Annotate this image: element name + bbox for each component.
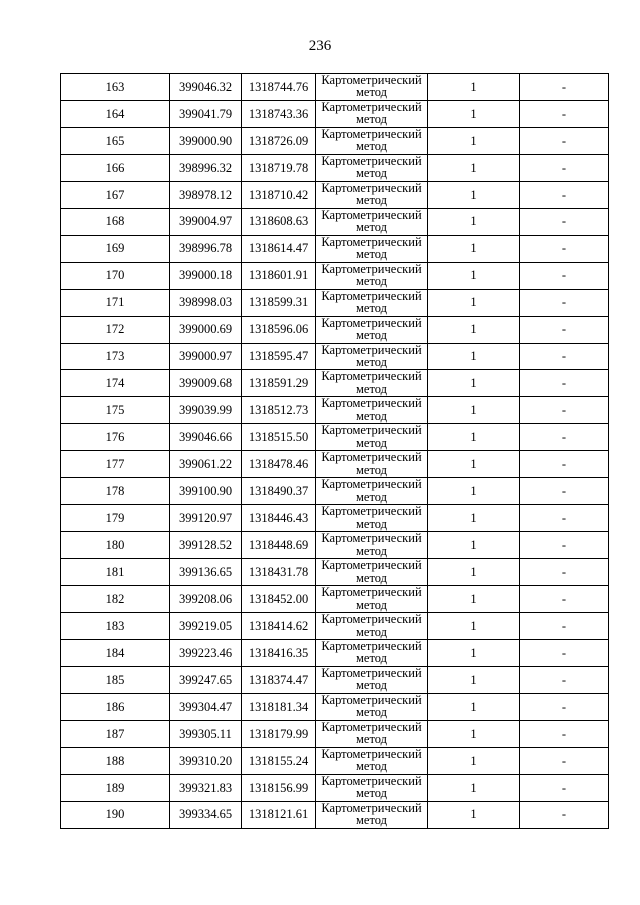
coord-x-cell: 399304.47	[170, 693, 242, 720]
method-line-2: метод	[355, 813, 387, 828]
method-line-2: метод	[355, 139, 387, 154]
count-cell: 1	[428, 235, 520, 262]
table-row	[61, 370, 609, 397]
method-line-2: метод	[355, 166, 387, 181]
table-row	[61, 532, 609, 559]
extra-cell: -	[520, 451, 609, 478]
method-cell	[316, 586, 428, 613]
count-cell: 1	[428, 100, 520, 127]
coord-x-cell: 399000.90	[170, 127, 242, 154]
coord-x-cell: 399334.65	[170, 801, 242, 828]
point-number-cell: 178	[61, 478, 170, 505]
coord-x-cell: 399046.32	[170, 74, 242, 101]
point-number-cell: 177	[61, 451, 170, 478]
extra-cell: -	[520, 424, 609, 451]
method-cell	[316, 397, 428, 424]
coord-y-cell: 1318743.36	[242, 100, 316, 127]
point-number-cell: 176	[61, 424, 170, 451]
table-row	[61, 478, 609, 505]
coord-x-cell: 398996.78	[170, 235, 242, 262]
method-line-2: метод	[355, 624, 387, 639]
coordinates-table-body	[61, 74, 609, 829]
table-row	[61, 666, 609, 693]
table-row	[61, 747, 609, 774]
point-number-cell: 180	[61, 532, 170, 559]
method-line-1: Картометрический	[321, 343, 422, 357]
point-number-cell: 189	[61, 774, 170, 801]
extra-cell: -	[520, 747, 609, 774]
extra-cell: -	[520, 74, 609, 101]
extra-cell: -	[520, 235, 609, 262]
count-cell: 1	[428, 262, 520, 289]
count-cell: 1	[428, 774, 520, 801]
method-line-2: метод	[355, 462, 387, 477]
method-line-2: метод	[355, 220, 387, 235]
method-line-1: Картометрический	[321, 235, 422, 249]
method-line-1: Картометрический	[321, 801, 422, 815]
extra-cell: -	[520, 801, 609, 828]
count-cell: 1	[428, 370, 520, 397]
count-cell: 1	[428, 801, 520, 828]
coord-y-cell: 1318448.69	[242, 532, 316, 559]
coord-y-cell: 1318156.99	[242, 774, 316, 801]
method-line-2: метод	[355, 732, 387, 747]
method-line-2: метод	[355, 570, 387, 585]
extra-cell: -	[520, 208, 609, 235]
coord-x-cell: 399004.97	[170, 208, 242, 235]
coord-y-cell: 1318179.99	[242, 720, 316, 747]
coordinates-table	[60, 73, 609, 829]
point-number-cell: 167	[61, 181, 170, 208]
count-cell: 1	[428, 586, 520, 613]
point-number-cell: 173	[61, 343, 170, 370]
coord-x-cell: 399128.52	[170, 532, 242, 559]
count-cell: 1	[428, 208, 520, 235]
table-row	[61, 397, 609, 424]
method-line-1: Картометрический	[321, 639, 422, 653]
coord-y-cell: 1318374.47	[242, 666, 316, 693]
extra-cell: -	[520, 343, 609, 370]
extra-cell: -	[520, 613, 609, 640]
coord-y-cell: 1318414.62	[242, 613, 316, 640]
coord-x-cell: 399305.11	[170, 720, 242, 747]
count-cell: 1	[428, 747, 520, 774]
method-cell	[316, 208, 428, 235]
coord-y-cell: 1318595.47	[242, 343, 316, 370]
method-cell	[316, 801, 428, 828]
count-cell: 1	[428, 343, 520, 370]
extra-cell: -	[520, 397, 609, 424]
point-number-cell: 172	[61, 316, 170, 343]
method-cell	[316, 343, 428, 370]
point-number-cell: 168	[61, 208, 170, 235]
method-cell	[316, 370, 428, 397]
method-cell	[316, 774, 428, 801]
point-number-cell: 165	[61, 127, 170, 154]
extra-cell: -	[520, 370, 609, 397]
count-cell: 1	[428, 424, 520, 451]
method-line-1: Картометрический	[321, 316, 422, 330]
coord-y-cell: 1318591.29	[242, 370, 316, 397]
extra-cell: -	[520, 100, 609, 127]
coord-x-cell: 399223.46	[170, 640, 242, 667]
table-row	[61, 181, 609, 208]
method-line-1: Картометрический	[321, 693, 422, 707]
point-number-cell: 187	[61, 720, 170, 747]
method-cell	[316, 262, 428, 289]
method-line-1: Картометрический	[321, 585, 422, 600]
table-row	[61, 235, 609, 262]
point-number-cell: 166	[61, 154, 170, 181]
coord-y-cell: 1318608.63	[242, 208, 316, 235]
point-number-cell: 186	[61, 693, 170, 720]
point-number-cell: 164	[61, 100, 170, 127]
method-line-2: метод	[355, 786, 387, 801]
table-row	[61, 613, 609, 640]
point-number-cell: 190	[61, 801, 170, 828]
extra-cell: -	[520, 262, 609, 289]
extra-cell: -	[520, 532, 609, 559]
coord-x-cell: 399219.05	[170, 613, 242, 640]
extra-cell: -	[520, 559, 609, 586]
method-cell	[316, 235, 428, 262]
point-number-cell: 169	[61, 235, 170, 262]
table-row	[61, 720, 609, 747]
extra-cell: -	[520, 666, 609, 693]
coord-y-cell: 1318744.76	[242, 74, 316, 101]
count-cell: 1	[428, 666, 520, 693]
method-line-1: Картометрический	[321, 504, 422, 519]
method-cell	[316, 720, 428, 747]
coord-y-cell: 1318719.78	[242, 154, 316, 181]
page-number: 236	[308, 38, 332, 54]
count-cell: 1	[428, 316, 520, 343]
method-line-1: Картометрический	[321, 612, 422, 627]
method-cell	[316, 693, 428, 720]
coord-x-cell: 399120.97	[170, 505, 242, 532]
coord-y-cell: 1318478.46	[242, 451, 316, 478]
method-line-1: Картометрический	[321, 208, 422, 222]
extra-cell: -	[520, 154, 609, 181]
count-cell: 1	[428, 532, 520, 559]
coord-x-cell: 399000.97	[170, 343, 242, 370]
coord-x-cell: 398996.32	[170, 154, 242, 181]
coord-y-cell: 1318512.73	[242, 397, 316, 424]
point-number-cell: 163	[61, 74, 170, 101]
method-line-1: Картометрический	[321, 450, 422, 465]
method-cell	[316, 100, 428, 127]
table-row	[61, 586, 609, 613]
point-number-cell: 174	[61, 370, 170, 397]
table-row	[61, 774, 609, 801]
point-number-cell: 170	[61, 262, 170, 289]
table-row	[61, 343, 609, 370]
method-line-1: Картометрический	[321, 558, 422, 573]
coord-x-cell: 398978.12	[170, 181, 242, 208]
method-line-2: метод	[355, 193, 387, 208]
method-cell	[316, 505, 428, 532]
method-line-1: Картометрический	[321, 73, 422, 87]
method-line-1: Картометрический	[321, 720, 422, 734]
method-cell	[316, 154, 428, 181]
table-row	[61, 154, 609, 181]
coord-x-cell: 399046.66	[170, 424, 242, 451]
extra-cell: -	[520, 316, 609, 343]
coord-y-cell: 1318726.09	[242, 127, 316, 154]
coord-x-cell: 399208.06	[170, 586, 242, 613]
coord-y-cell: 1318601.91	[242, 262, 316, 289]
method-line-1: Картометрический	[321, 289, 422, 303]
coord-x-cell: 398998.03	[170, 289, 242, 316]
method-cell	[316, 532, 428, 559]
method-line-1: Картометрический	[321, 154, 422, 168]
coord-y-cell: 1318614.47	[242, 235, 316, 262]
table-row	[61, 424, 609, 451]
method-cell	[316, 127, 428, 154]
method-line-2: метод	[355, 651, 387, 666]
table-row	[61, 316, 609, 343]
method-line-2: метод	[355, 301, 387, 316]
point-number-cell: 185	[61, 666, 170, 693]
count-cell: 1	[428, 154, 520, 181]
count-cell: 1	[428, 720, 520, 747]
method-cell	[316, 181, 428, 208]
method-line-2: метод	[355, 328, 387, 343]
method-line-2: метод	[355, 408, 387, 423]
method-line-1: Картометрический	[321, 666, 422, 680]
method-line-2: метод	[355, 705, 387, 720]
coord-y-cell: 1318446.43	[242, 505, 316, 532]
table-row	[61, 262, 609, 289]
point-number-cell: 175	[61, 397, 170, 424]
extra-cell: -	[520, 640, 609, 667]
point-number-cell: 171	[61, 289, 170, 316]
method-cell	[316, 289, 428, 316]
extra-cell: -	[520, 774, 609, 801]
method-line-1: Картометрический	[321, 100, 422, 114]
method-cell	[316, 424, 428, 451]
count-cell: 1	[428, 640, 520, 667]
coord-x-cell: 399009.68	[170, 370, 242, 397]
coord-x-cell: 399247.65	[170, 666, 242, 693]
method-cell	[316, 640, 428, 667]
table-row	[61, 208, 609, 235]
table-row	[61, 640, 609, 667]
method-line-1: Картометрический	[321, 396, 422, 411]
count-cell: 1	[428, 74, 520, 101]
method-cell	[316, 559, 428, 586]
point-number-cell: 179	[61, 505, 170, 532]
method-line-2: метод	[355, 85, 387, 100]
method-line-2: метод	[355, 678, 387, 693]
method-line-2: метод	[355, 543, 387, 558]
coord-x-cell: 399136.65	[170, 559, 242, 586]
extra-cell: -	[520, 586, 609, 613]
coord-x-cell: 399041.79	[170, 100, 242, 127]
method-line-2: метод	[355, 516, 387, 531]
table-row	[61, 74, 609, 101]
method-line-2: метод	[355, 381, 387, 396]
point-number-cell: 184	[61, 640, 170, 667]
coord-x-cell: 399039.99	[170, 397, 242, 424]
method-line-1: Картометрический	[321, 127, 422, 141]
method-cell	[316, 666, 428, 693]
extra-cell: -	[520, 289, 609, 316]
point-number-cell: 181	[61, 559, 170, 586]
count-cell: 1	[428, 181, 520, 208]
count-cell: 1	[428, 559, 520, 586]
method-line-2: метод	[355, 489, 387, 504]
method-cell	[316, 74, 428, 101]
table-row	[61, 801, 609, 828]
coord-x-cell: 399000.69	[170, 316, 242, 343]
table-row	[61, 451, 609, 478]
coord-y-cell: 1318416.35	[242, 640, 316, 667]
extra-cell: -	[520, 127, 609, 154]
table-row	[61, 505, 609, 532]
point-number-cell: 183	[61, 613, 170, 640]
coord-x-cell: 399100.90	[170, 478, 242, 505]
method-line-2: метод	[355, 759, 387, 774]
table-row	[61, 100, 609, 127]
method-line-2: метод	[355, 112, 387, 127]
method-line-1: Картометрический	[321, 181, 422, 195]
coord-y-cell: 1318155.24	[242, 747, 316, 774]
extra-cell: -	[520, 478, 609, 505]
table-row	[61, 693, 609, 720]
extra-cell: -	[520, 693, 609, 720]
coord-y-cell: 1318121.61	[242, 801, 316, 828]
count-cell: 1	[428, 397, 520, 424]
count-cell: 1	[428, 478, 520, 505]
extra-cell: -	[520, 181, 609, 208]
point-number-cell: 188	[61, 747, 170, 774]
coord-x-cell: 399310.20	[170, 747, 242, 774]
method-line-1: Картометрический	[321, 477, 422, 492]
extra-cell: -	[520, 505, 609, 532]
extra-cell: -	[520, 720, 609, 747]
method-line-2: метод	[355, 274, 387, 289]
method-cell	[316, 316, 428, 343]
coord-y-cell: 1318490.37	[242, 478, 316, 505]
method-cell	[316, 613, 428, 640]
coord-y-cell: 1318710.42	[242, 181, 316, 208]
count-cell: 1	[428, 613, 520, 640]
count-cell: 1	[428, 693, 520, 720]
count-cell: 1	[428, 289, 520, 316]
point-number-cell: 182	[61, 586, 170, 613]
method-line-1: Картометрический	[321, 262, 422, 276]
method-line-1: Картометрический	[321, 369, 422, 384]
method-line-2: метод	[355, 435, 387, 450]
table-row	[61, 289, 609, 316]
count-cell: 1	[428, 451, 520, 478]
method-line-1: Картометрический	[321, 531, 422, 546]
count-cell: 1	[428, 127, 520, 154]
method-line-2: метод	[355, 247, 387, 262]
coord-y-cell: 1318515.50	[242, 424, 316, 451]
coord-x-cell: 399321.83	[170, 774, 242, 801]
method-line-1: Картометрический	[321, 747, 422, 761]
coord-y-cell: 1318431.78	[242, 559, 316, 586]
coord-y-cell: 1318181.34	[242, 693, 316, 720]
table-row	[61, 127, 609, 154]
method-cell	[316, 478, 428, 505]
method-line-1: Картометрический	[321, 774, 422, 788]
method-cell	[316, 747, 428, 774]
coord-x-cell: 399061.22	[170, 451, 242, 478]
method-cell	[316, 451, 428, 478]
count-cell: 1	[428, 505, 520, 532]
method-line-2: метод	[355, 597, 387, 612]
table-row	[61, 559, 609, 586]
coord-y-cell: 1318596.06	[242, 316, 316, 343]
coord-y-cell: 1318599.31	[242, 289, 316, 316]
coord-x-cell: 399000.18	[170, 262, 242, 289]
coord-y-cell: 1318452.00	[242, 586, 316, 613]
method-line-2: метод	[355, 355, 387, 369]
method-line-1: Картометрический	[321, 423, 422, 438]
